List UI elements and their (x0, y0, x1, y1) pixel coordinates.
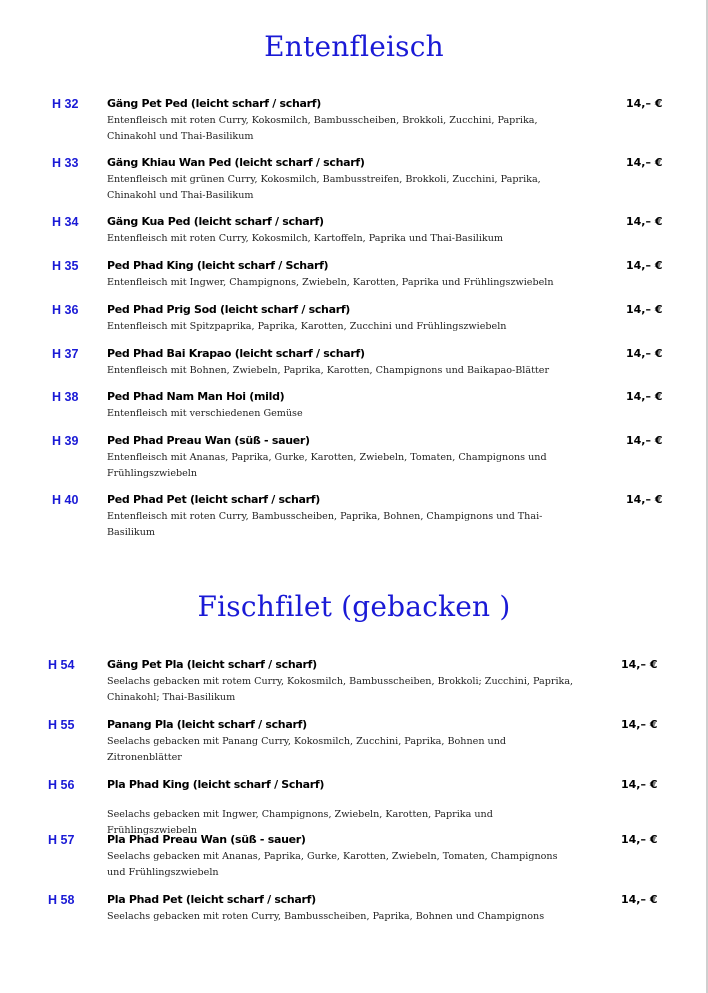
item-name: Ped Phad Nam Man Hoi (mild) (107, 390, 285, 403)
item-description: Seelachs gebacken mit Panang Curry, Kokosmilch, Zucchini, Paprika, Bohnen und Zitronenblätter (107, 736, 507, 763)
item-description: Entenfleisch mit roten Curry, Kokosmilch, Bambusscheiben, Brokkoli, Zucchini, Paprika, Chinakohl und Thai-Basilikum (107, 115, 538, 142)
section-title-entenfleisch: Entenfleisch (264, 30, 444, 63)
item-name: Pla Phad Pet (leicht scharf / scharf) (107, 893, 316, 906)
item-description: Seelachs gebacken mit roten Curry, Bambusscheiben, Paprika, Bohnen und Champignons (107, 911, 545, 922)
item-name: Gäng Pet Ped (leicht scharf / scharf) (107, 97, 321, 110)
section-title-fischfilet: Fischfilet (gebacken ) (197, 590, 511, 623)
item-price: 14,– € (626, 156, 663, 169)
item-price: 14,– € (626, 493, 663, 506)
item-name: Gäng Pet Pla (leicht scharf / scharf) (107, 658, 317, 671)
item-name: Pla Phad Preau Wan (süß - sauer) (107, 833, 306, 846)
item-name: Ped Phad Preau Wan (süß - sauer) (107, 434, 310, 447)
item-description: Entenfleisch mit roten Curry, Bambusscheiben, Paprika, Bohnen, Champignons und Thai-Basilikum (107, 511, 543, 538)
item-price: 14,– € (626, 259, 663, 272)
item-description: Seelachs gebacken mit rotem Curry, Kokosmilch, Bambusscheiben, Brokkoli; Zucchini, Paprika, Chinakohl; Thai-Basilikum (107, 676, 574, 703)
item-code: H 58 (48, 893, 75, 907)
item-code: H 32 (52, 97, 79, 111)
item-description: Seelachs gebacken mit Ingwer, Champignons, Zwiebeln, Karotten, Paprika und Frühlingszwiebeln (107, 809, 493, 836)
item-price: 14,– € (621, 778, 658, 791)
item-price: 14,– € (626, 303, 663, 316)
item-description: Seelachs gebacken mit Ananas, Paprika, Gurke, Karotten, Zwiebeln, Tomaten, Champignons und Frühlingszwiebeln (107, 851, 558, 878)
item-price: 14,– € (626, 347, 663, 360)
item-code: H 34 (52, 215, 79, 229)
item-description: Entenfleisch mit Bohnen, Zwiebeln, Paprika, Karotten, Champignons und Baikapao-Blätter (107, 365, 550, 376)
item-code: H 35 (52, 259, 79, 273)
item-description: Entenfleisch mit Ingwer, Champignons, Zwiebeln, Karotten, Paprika und Frühlingszwiebeln (107, 277, 554, 288)
item-price: 14,– € (621, 893, 658, 906)
item-code: H 37 (52, 347, 79, 361)
item-name: Panang Pla (leicht scharf / scharf) (107, 718, 307, 731)
item-name: Gäng Khiau Wan Ped (leicht scharf / scharf) (107, 156, 365, 169)
item-name: Ped Phad King (leicht scharf / Scharf) (107, 259, 329, 272)
item-code: H 57 (48, 833, 75, 847)
item-code: H 38 (52, 390, 79, 404)
item-name: Ped Phad Prig Sod (leicht scharf / scharf) (107, 303, 351, 316)
item-price: 14,– € (626, 434, 663, 447)
item-code: H 36 (52, 303, 79, 317)
item-code: H 56 (48, 778, 75, 792)
item-description: Entenfleisch mit Spitzpaprika, Paprika, Karotten, Zucchini und Frühlingszwiebeln (107, 321, 507, 332)
item-price: 14,– € (621, 718, 658, 731)
item-name: Ped Phad Bai Krapao (leicht scharf / scharf) (107, 347, 365, 360)
item-code: H 39 (52, 434, 79, 448)
item-price: 14,– € (621, 833, 658, 846)
item-name: Gäng Kua Ped (leicht scharf / scharf) (107, 215, 324, 228)
item-code: H 33 (52, 156, 79, 170)
item-description: Entenfleisch mit Ananas, Paprika, Gurke, Karotten, Zwiebeln, Tomaten, Champignons und Frühlingszwiebeln (107, 452, 547, 479)
item-price: 14,– € (626, 215, 663, 228)
item-price: 14,– € (621, 658, 658, 671)
item-name: Ped Phad Pet (leicht scharf / scharf) (107, 493, 320, 506)
item-description: Entenfleisch mit grünen Curry, Kokosmilch, Bambusstreifen, Brokkoli, Zucchini, Paprika, Chinakohl und Thai-Basilikum (107, 174, 541, 201)
item-code: H 54 (48, 658, 75, 672)
item-price: 14,– € (626, 390, 663, 403)
item-description: Entenfleisch mit verschiedenen Gemüse (107, 408, 303, 419)
item-code: H 55 (48, 718, 75, 732)
item-price: 14,– € (626, 97, 663, 110)
item-name: Pla Phad King (leicht scharf / Scharf) (107, 778, 325, 791)
item-code: H 40 (52, 493, 79, 507)
item-description: Entenfleisch mit roten Curry, Kokosmilch, Kartoffeln, Paprika und Thai-Basilikum (107, 233, 503, 244)
